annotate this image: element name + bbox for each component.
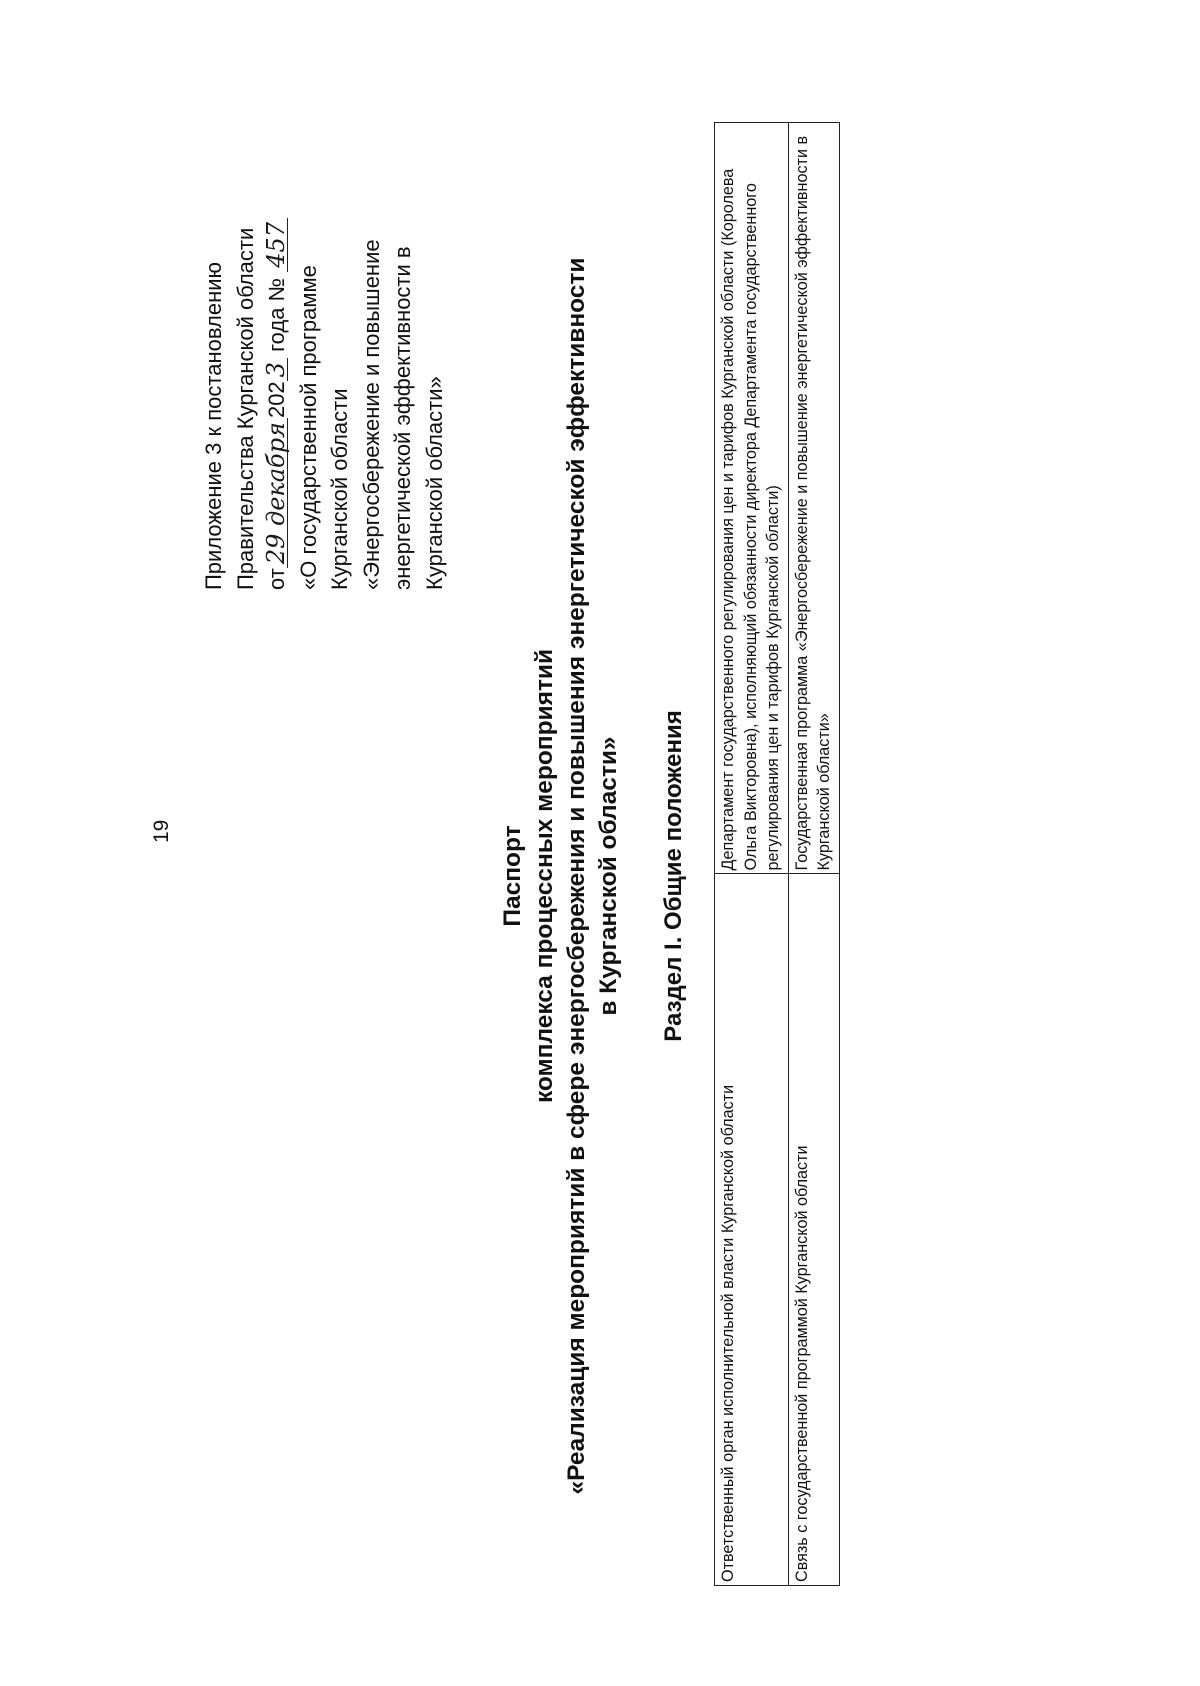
handwritten-number: 457 [265,218,288,272]
appendix-line-4: «О государственной программе [295,265,321,590]
appendix-date-line [261,50,293,590]
appendix-line-1: Приложение 3 к постановлению [201,261,226,590]
title-line-4: в Курганской области» [595,736,622,1016]
page-number: 19 [150,819,173,843]
handwritten-date: 29 декабря [265,418,288,568]
title-line-1: Паспорт [499,825,526,927]
table-cell-label: Связь с государственной программой Курганской области [788,874,839,1586]
document-title [497,166,625,1586]
general-provisions-table [714,122,840,1586]
date-year-prefix: 202 [264,381,289,419]
appendix-line-5: Курганской области [327,388,352,590]
handwritten-year-digit: 3 [265,358,288,381]
title-line-2: комплекса процессных мероприятий [531,648,558,1104]
appendix-line-7: энергетической эффективности в [390,246,415,590]
table-cell-value: Департамент государственного регулирования цен и тарифов Курганской области (Королева Ольга Викторовна), исполняющий обязанности директора Департамента государственного регулирования цен и тарифов Курганской области) [715,123,789,874]
appendix-line-6: «Энергосбережение и повышение [358,239,384,590]
appendix-note [198,50,450,590]
date-prefix: от [264,568,289,590]
number-label: года № [264,277,289,352]
table-row [788,123,839,1586]
table-cell-label: Ответственный орган исполнительной власти Курганской области [715,874,789,1586]
table-cell-value: Государственная программа «Энергосбережение и повышение энергетической эффективности в Курганской области» [788,123,839,874]
appendix-line-2: Правительства Курганской области [232,227,258,590]
title-line-3: «Реализация мероприятий в сфере энергосбережения и повышения энергетической эффективности [563,257,590,1495]
table-row [715,123,789,1586]
section-heading: Раздел I. Общие положения [660,710,687,1042]
appendix-line-8: Курганской области» [421,376,447,590]
